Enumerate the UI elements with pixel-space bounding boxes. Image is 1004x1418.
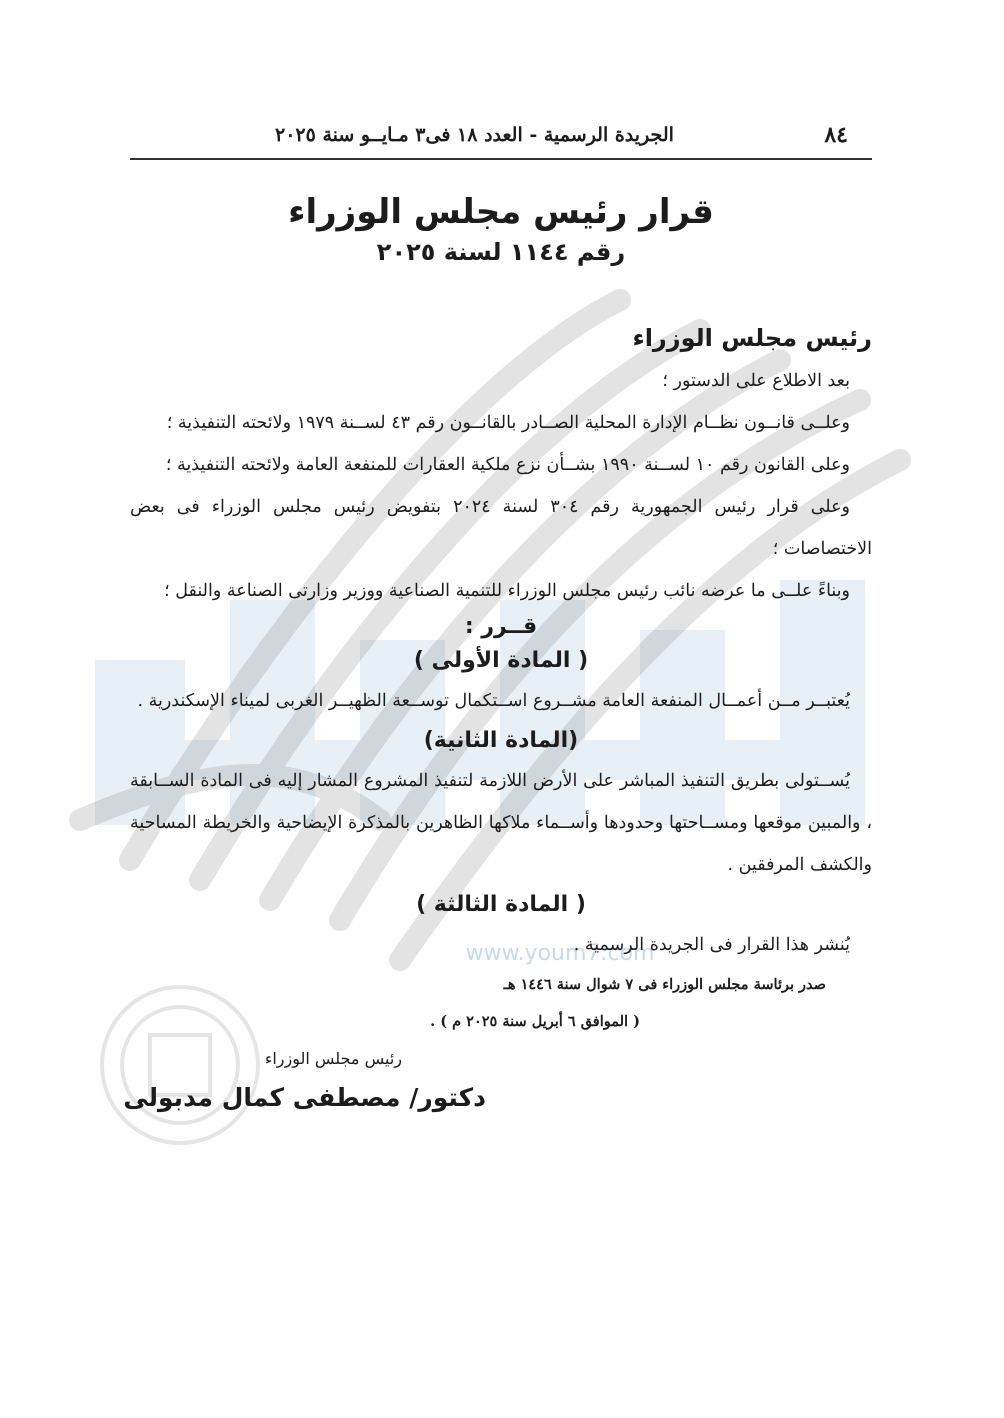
article-text: يُنشر هذا القرار فى الجريدة الرسمية . bbox=[573, 935, 850, 955]
decision-body bbox=[123, 322, 872, 1118]
gregorian-date: ( الموافق ٦ أبريل سنة ٢٠٢٥ م ) . bbox=[430, 1013, 640, 1030]
watermark-url: www.youm7.com bbox=[465, 941, 655, 966]
issuer-heading: رئيس مجلس الوزراء bbox=[632, 324, 872, 352]
article-text: يُســتولى بطريق التنفيذ المباشر على الأرض اللازمة لتنفيذ المشروع المشار إليه فى المادة الســابقة ، والمبين موقعها ومســاحتها وحدودها وأســماء ملاكها الظاهرين بالمذكرة الإيضاحية والخريطة المساحية والكشف المرفقين . bbox=[130, 771, 872, 875]
decision-number: رقم ١١٤٤ لسنة ٢٠٢٥ bbox=[376, 238, 626, 266]
decision-title: قرار رئيس مجلس الوزراء bbox=[288, 192, 714, 232]
issued-date: صدر برئاسة مجلس الوزراء فى ٧ شوال سنة ١٤٤٦ هـ bbox=[503, 976, 826, 993]
page-number: ٨٤ bbox=[824, 122, 848, 148]
preamble-clause: وعلــى قانــون نظــام الإدارة المحلية الصــادر بالقانــون رقم ٤٣ لســنة ١٩٧٩ ولائحته التنفيذية ؛ bbox=[166, 413, 850, 433]
article-heading: ( المادة الأولى ) bbox=[413, 648, 589, 673]
article-heading: ( المادة الثالثة ) bbox=[416, 892, 586, 917]
page-header bbox=[130, 118, 872, 160]
article-heading: (المادة الثانية) bbox=[423, 728, 579, 753]
signatory-title: رئيس مجلس الوزراء bbox=[264, 1049, 402, 1068]
gazette-header-title: الجريدة الرسمية - العدد ١٨ فى٣ مـايــو سنة ٢٠٢٥ bbox=[275, 124, 674, 146]
article-text: يُعتبــر مــن أعمــال المنفعة العامة مشــروع اســتكمال توســعة الظهيــر الغربى لميناء الإسكندرية . bbox=[137, 691, 850, 711]
signatory-name: دكتور/ مصطفى كمال مدبولى bbox=[123, 1083, 486, 1112]
decided-label: قــرر : bbox=[464, 614, 538, 639]
preamble-clause: بعد الاطلاع على الدستور ؛ bbox=[662, 371, 850, 391]
preamble-clause: وبناءً علــى ما عرضه نائب رئيس مجلس الوزراء للتنمية الصناعية ووزير وزارتى الصناعة والنقل ؛ bbox=[164, 581, 850, 601]
gazette-page bbox=[123, 110, 872, 1310]
preamble-clause: وعلى القانون رقم ١٠ لســنة ١٩٩٠ بشــأن نزع ملكية العقارات للمنفعة العامة ولائحته التنفيذية ؛ bbox=[165, 455, 850, 475]
preamble-clause: وعلى قرار رئيس الجمهورية رقم ٣٠٤ لسنة ٢٠٢٤ بتفويض رئيس مجلس الوزراء فى بعض الاختصاصات ؛ bbox=[130, 497, 872, 559]
